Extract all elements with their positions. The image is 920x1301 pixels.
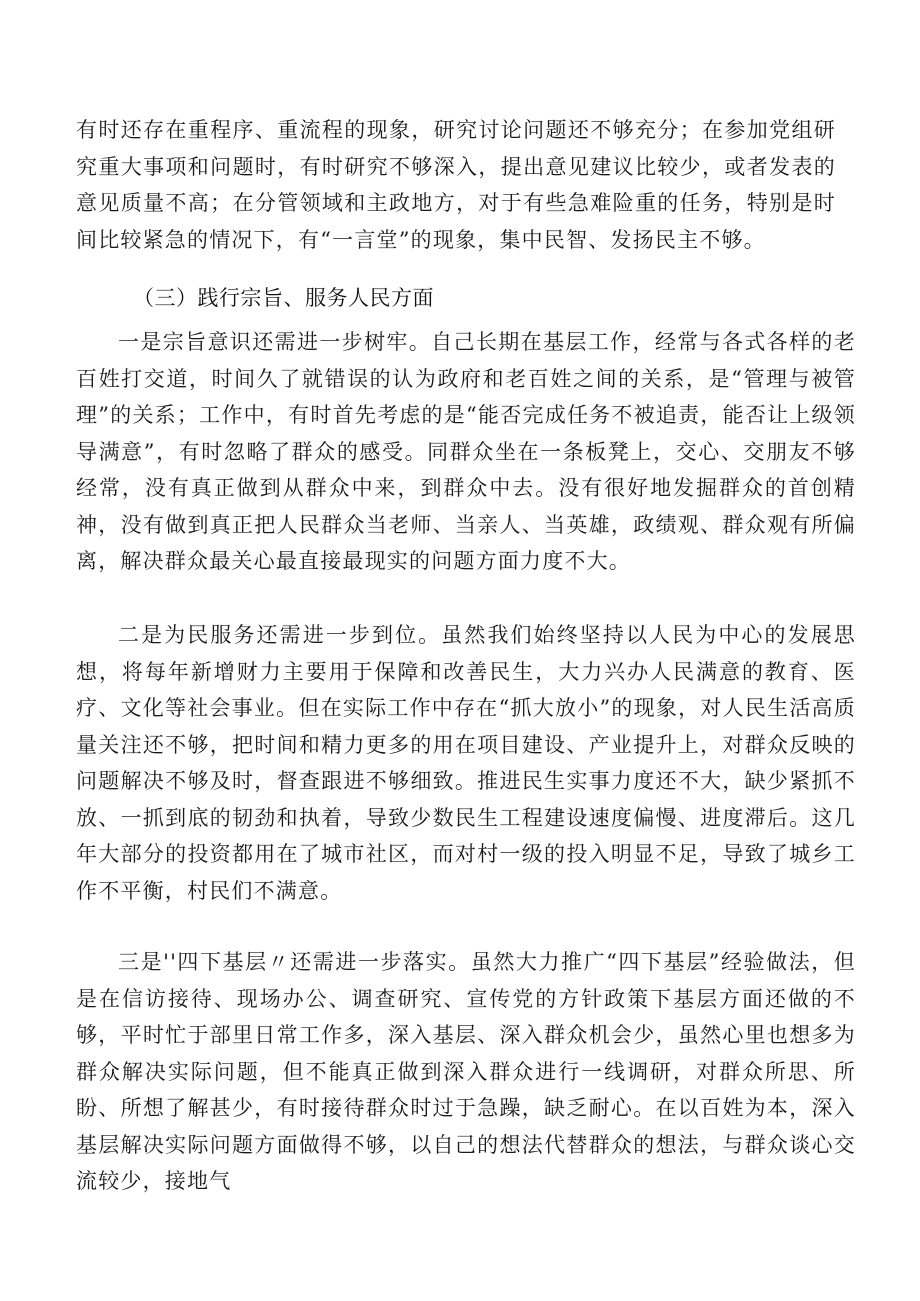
paragraph-serving-people: 二是为民服务还需进一步到位。虽然我们始终坚持以人民为中心的发展思想，将每年新增财力主要用于保障和改善民生，大力兴办人民满意的教育、医疗、文化等社会事业。但在实际工作中存在“抓大放小”的现象，对人民生活高质量关注还不够，把时间和精力更多的用在项目建设、产业提升上，对群众反映的问题解决不够及时，督查跟进不够细致。推进民生实事力度还不大，缺少紧抓不放、一抓到底的韧劲和执着，导致少数民生工程建设速度偏慢、进度滞后。这几年大部分的投资都用在了城市社区，而对村一级的投入明显不足，导致了城乡工作不平衡，村民们不满意。 [76,623,856,903]
continuation-paragraph: 有时还存在重程序、重流程的现象，研究讨论问题还不够充分；在参加党组研究重大事项和问题时，有时研究不够深入，提出意见建议比较少，或者发表的意见质量不高；在分管领域和主政地方，对于有些急难险重的任务，特别是时间比较紧急的情况下，有“一言堂”的现象，集中民智、发扬民主不够。 [76,118,836,252]
paragraph-purpose-awareness: 一是宗旨意识还需进一步树牢。自己长期在基层工作，经常与各式各样的老百姓打交道，时间久了就错误的认为政府和老百姓之间的关系，是“管理与被管理”的关系；工作中，有时首先考虑的是“能否完成任务不被追责，能否让上级领导满意”，有时忽略了群众的感受。同群众坐在一条板凳上，交心、交朋友不够经常，没有真正做到从群众中来，到群众中去。没有很好地发掘群众的首创精神，没有做到真正把人民群众当老师、当亲人、当英雄，政绩观、群众观有所偏离，解决群众最关心最直接最现实的问题方面力度不大。 [76,330,856,573]
paragraph-four-down-grassroots: 三是''四下基层〃还需进一步落实。虽然大力推广“四下基层”经验做法，但是在信访接待、现场办公、调查研究、宣传党的方针政策下基层方面还做的不够，平时忙于部里日常工作多，深入基层、深入群众机会少，虽然心里也想多为群众解决实际问题，但不能真正做到深入群众进行一线调研，对群众所思、所盼、所想了解甚少，有时接待群众时过于急躁，缺乏耐心。在以百姓为本，深入基层解决实际问题方面做得不够，以自己的想法代替群众的想法，与群众谈心交流较少，接地气 [76,950,856,1193]
section-heading: （三）践行宗旨、服务人民方面 [133,286,434,310]
